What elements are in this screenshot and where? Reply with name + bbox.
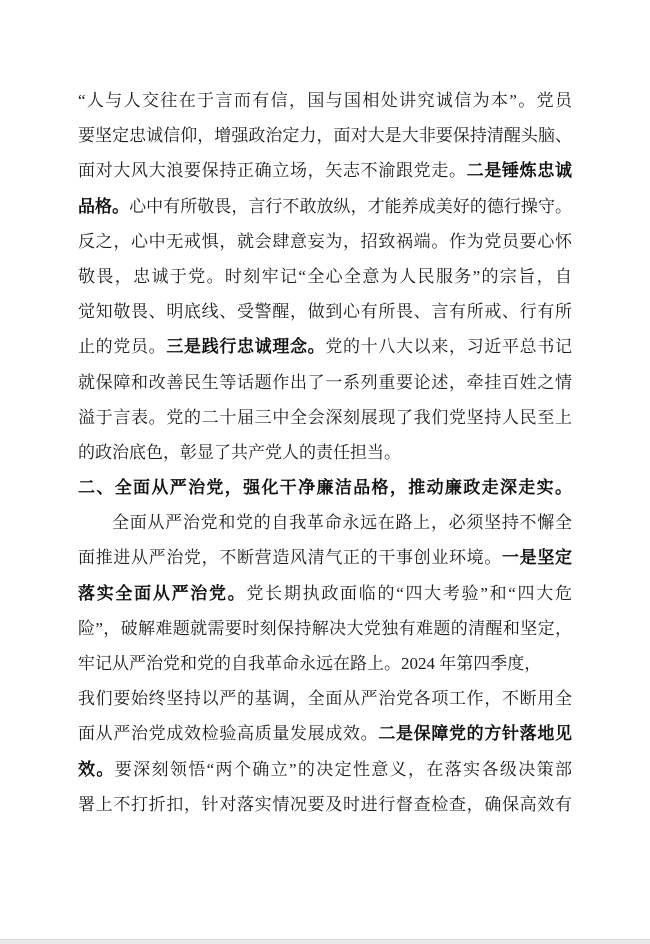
text-line (78, 611, 572, 646)
text-segment: 牢记从严治党和党的自我革命永远在路上。2024 年第四季度， (78, 654, 542, 673)
bold-text-segment: 二是锤炼忠诚 (466, 161, 572, 181)
text-line (78, 329, 572, 364)
text-segment: 敬畏，忠诚于党。时刻牢记“全心全意为人民服务”的宗旨，自 (78, 266, 572, 286)
text-line (78, 224, 572, 259)
text-segment: 我们要始终坚持以严的基调，全面从严治党各项工作，不断用全 (78, 689, 572, 709)
text-line (78, 505, 572, 540)
text-segment: 险”，破解难题就需要时刻保持解决大党独有难题的清醒和坚定， (78, 618, 572, 638)
text-line (78, 189, 572, 224)
text-line (78, 153, 572, 188)
text-line (78, 118, 572, 153)
bold-text-segment: 二是保障党的方针落地见 (378, 724, 572, 744)
bold-text-segment: 一是坚定 (502, 548, 572, 568)
text-line (78, 365, 572, 400)
bold-text-segment: 品格。 (78, 196, 130, 216)
text-segment: 溢于言表。党的二十届三中全会深刻展现了我们党坚持人民至上 (78, 407, 572, 427)
text-segment: 署上不打折扣，针对落实情况要及时进行督查检查，确保高效有 (78, 794, 572, 814)
text-segment: 要深刻领悟“两个确立”的决定性意义，在落实各级决策部 (114, 759, 572, 779)
page-bottom-edge (0, 939, 650, 944)
text-segment: 面推进从严治党，不断营造风清气正的干事创业环境。 (78, 548, 502, 568)
bold-text-segment: 二、全面从严治党，强化干净廉洁品格，推动廉政走深走实。 (78, 478, 572, 498)
text-segment: 心中有所敬畏，言行不敢放纵，才能养成美好的德行操守。 (129, 196, 572, 216)
text-line (78, 681, 572, 716)
text-line (78, 716, 572, 751)
text-line (78, 400, 572, 435)
text-segment: 止的党员。 (78, 337, 167, 357)
text-line (78, 752, 572, 787)
text-line (78, 294, 572, 329)
text-segment: “人与人交往在于言而有信，国与国相处讲究诚信为本”。党员 (78, 91, 572, 110)
text-line (78, 259, 572, 294)
text-line (78, 540, 572, 575)
bold-text-segment: 三是践行忠诚理念。 (166, 337, 326, 357)
text-segment: 觉知敬畏、明底线、受警醒，做到心有所畏、言有所戒、行有所 (78, 302, 572, 322)
text-segment: 反之，心中无戒惧，就会肆意妄为，招致祸端。作为党员要心怀 (78, 231, 572, 251)
bold-text-segment: 落实全面从严治党。 (78, 583, 247, 603)
section-heading (78, 470, 572, 505)
text-line (78, 787, 572, 822)
text-segment: 面从严治党成效检验高质量发展成效。 (78, 724, 379, 744)
text-segment: 党的十八大以来，习近平总书记 (325, 337, 572, 357)
text-line (78, 83, 572, 118)
text-segment: 就保障和改善民生等话题作出了一系列重要论述，牵挂百姓之情 (78, 372, 572, 392)
text-segment: 的政治底色，彰显了共产党人的责任担当。 (78, 442, 401, 462)
bold-text-segment: 效。 (78, 759, 115, 779)
text-line (78, 435, 572, 470)
text-line (78, 576, 572, 611)
text-segment: 党长期执政面临的“四大考验”和“四大危 (246, 583, 572, 603)
document-content (78, 83, 572, 822)
text-segment: 全面从严治党和党的自我革命永远在路上，必须坚持不懈全 (112, 513, 572, 533)
text-segment: 要坚定忠诚信仰，增强政治定力，面对大是大非要保持清醒头脑、 (78, 126, 572, 146)
text-line (78, 646, 572, 681)
text-segment: 面对大风大浪要保持正确立场，矢志不渝跟党走。 (78, 161, 467, 181)
